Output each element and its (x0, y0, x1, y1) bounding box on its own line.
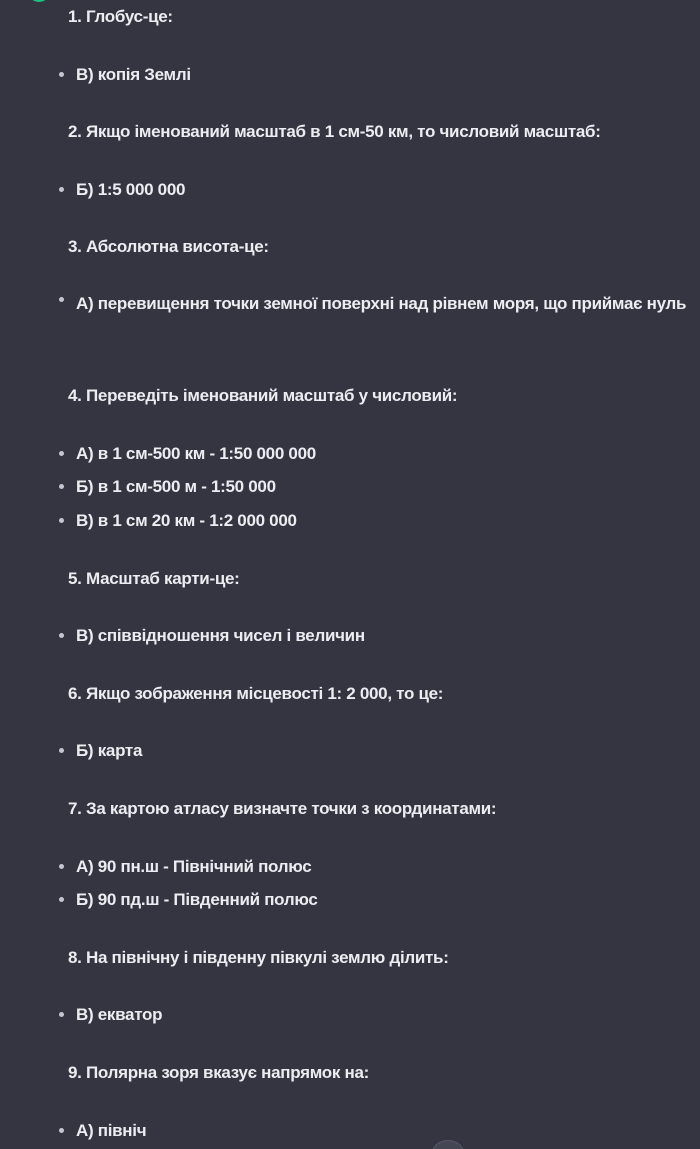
question-2: 2. Якщо іменований масштаб в 1 см-50 км, то числовий масштаб: (68, 122, 601, 141)
question-8: 8. На північну і південну півкулі землю ділить: (68, 948, 449, 967)
question-1: 1. Глобус-це: (68, 7, 173, 26)
answer-7b: Б) 90 пд.ш - Південний полюс (76, 890, 318, 909)
answer-6a: Б) карта (76, 741, 143, 760)
answer-9a: А) північ (76, 1121, 147, 1140)
question-4: 4. Переведіть іменований масштаб у числовий: (68, 386, 458, 405)
answer-4b: Б) в 1 см-500 м - 1:50 000 (76, 477, 276, 496)
answer-2a: Б) 1:5 000 000 (76, 180, 186, 199)
question-7: 7. За картою атласу визначте точки з координатами: (68, 799, 497, 818)
answer-5a: В) співвідношення чисел і величин (76, 626, 365, 645)
assistant-avatar (28, 0, 50, 2)
question-9: 9. Полярна зоря вказує напрямок на: (68, 1063, 369, 1082)
question-3: 3. Абсолютна висота-це: (68, 237, 269, 256)
answer-1a: В) копія Землі (76, 65, 191, 84)
answer-4c: В) в 1 см 20 км - 1:2 000 000 (76, 511, 297, 530)
scroll-to-bottom-button[interactable] (430, 1140, 466, 1149)
answer-7a: А) 90 пн.ш - Північний полюс (76, 857, 312, 876)
answer-8a: В) екватор (76, 1005, 163, 1024)
question-5: 5. Масштаб карти-це: (68, 569, 240, 588)
answer-4a: А) в 1 см-500 км - 1:50 000 000 (76, 444, 316, 463)
question-6: 6. Якщо зображення місцевості 1: 2 000, то це: (68, 684, 444, 703)
answer-3a: А) перевищення точки земної поверхні над рівнем моря, що приймає нуль (76, 287, 700, 321)
